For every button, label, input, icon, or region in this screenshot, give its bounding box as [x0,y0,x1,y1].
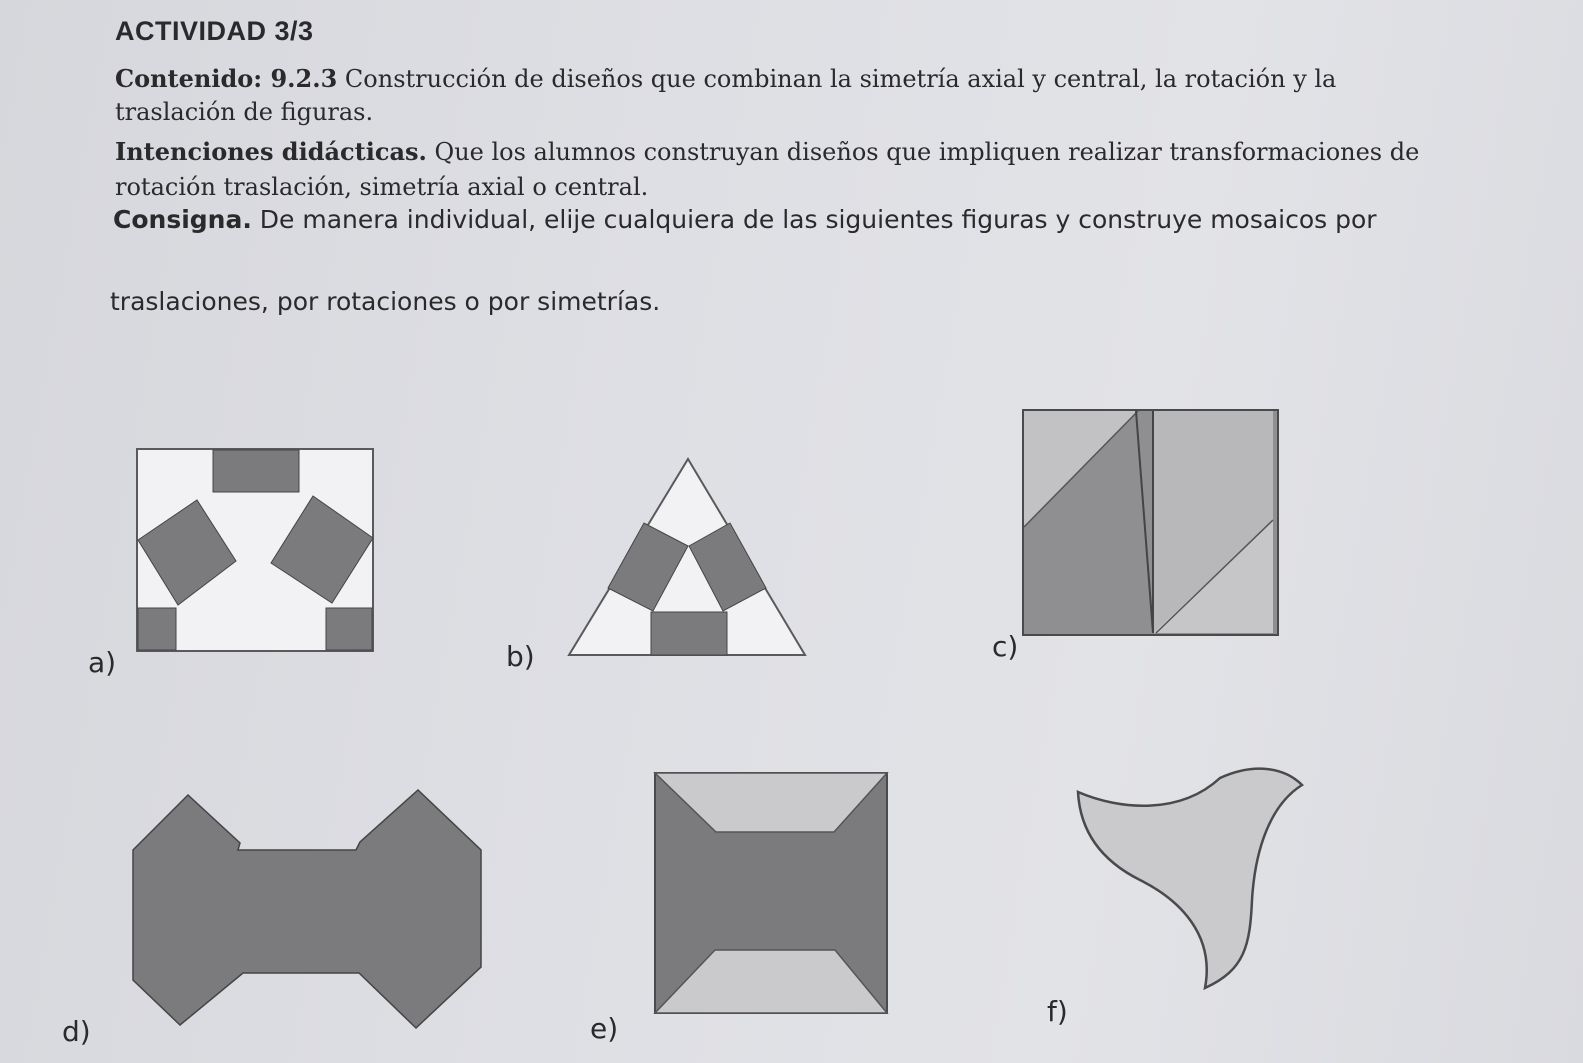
contenido-paragraph [115,62,1435,129]
figure-e-label: e) [590,1012,619,1045]
contenido-text: Construcción de diseños que combinan la simetría axial y central, la rotación y la traslación de figuras. [115,65,1337,126]
figure-b-triangle-tile [565,455,815,660]
intenciones-text: Que los alumnos construyan diseños que impliquen realizar transformaciones de rotación traslación, simetría axial o central. [115,138,1420,201]
figure-d-bone-shape [128,785,488,1030]
figure-d-label: d) [62,1015,91,1048]
consigna-line-1 [113,205,1377,234]
figure-c-square-tile [1018,405,1283,640]
consigna-text-1: De manera individual, elije cualquiera de las siguientes figuras y construye mosaicos por [251,205,1377,234]
figure-a-square-tile [128,445,378,655]
figure-f-label: f) [1047,995,1068,1028]
figure-c-label: c) [992,630,1019,663]
figure-e-square-tile [650,768,892,1018]
figure-b-label: b) [506,640,535,673]
activity-title: ACTIVIDAD 3/3 [115,16,314,46]
figure-a-label: a) [88,646,117,679]
contenido-label: Contenido: 9.2.3 [115,64,338,93]
intenciones-paragraph [115,134,1485,205]
consigna-line-2: traslaciones, por rotaciones o por simetrías. [110,287,661,316]
consigna-label: Consigna. [113,205,252,234]
intenciones-label: Intenciones didácticas. [115,137,427,166]
figure-f-curved-shape [1070,760,1310,995]
